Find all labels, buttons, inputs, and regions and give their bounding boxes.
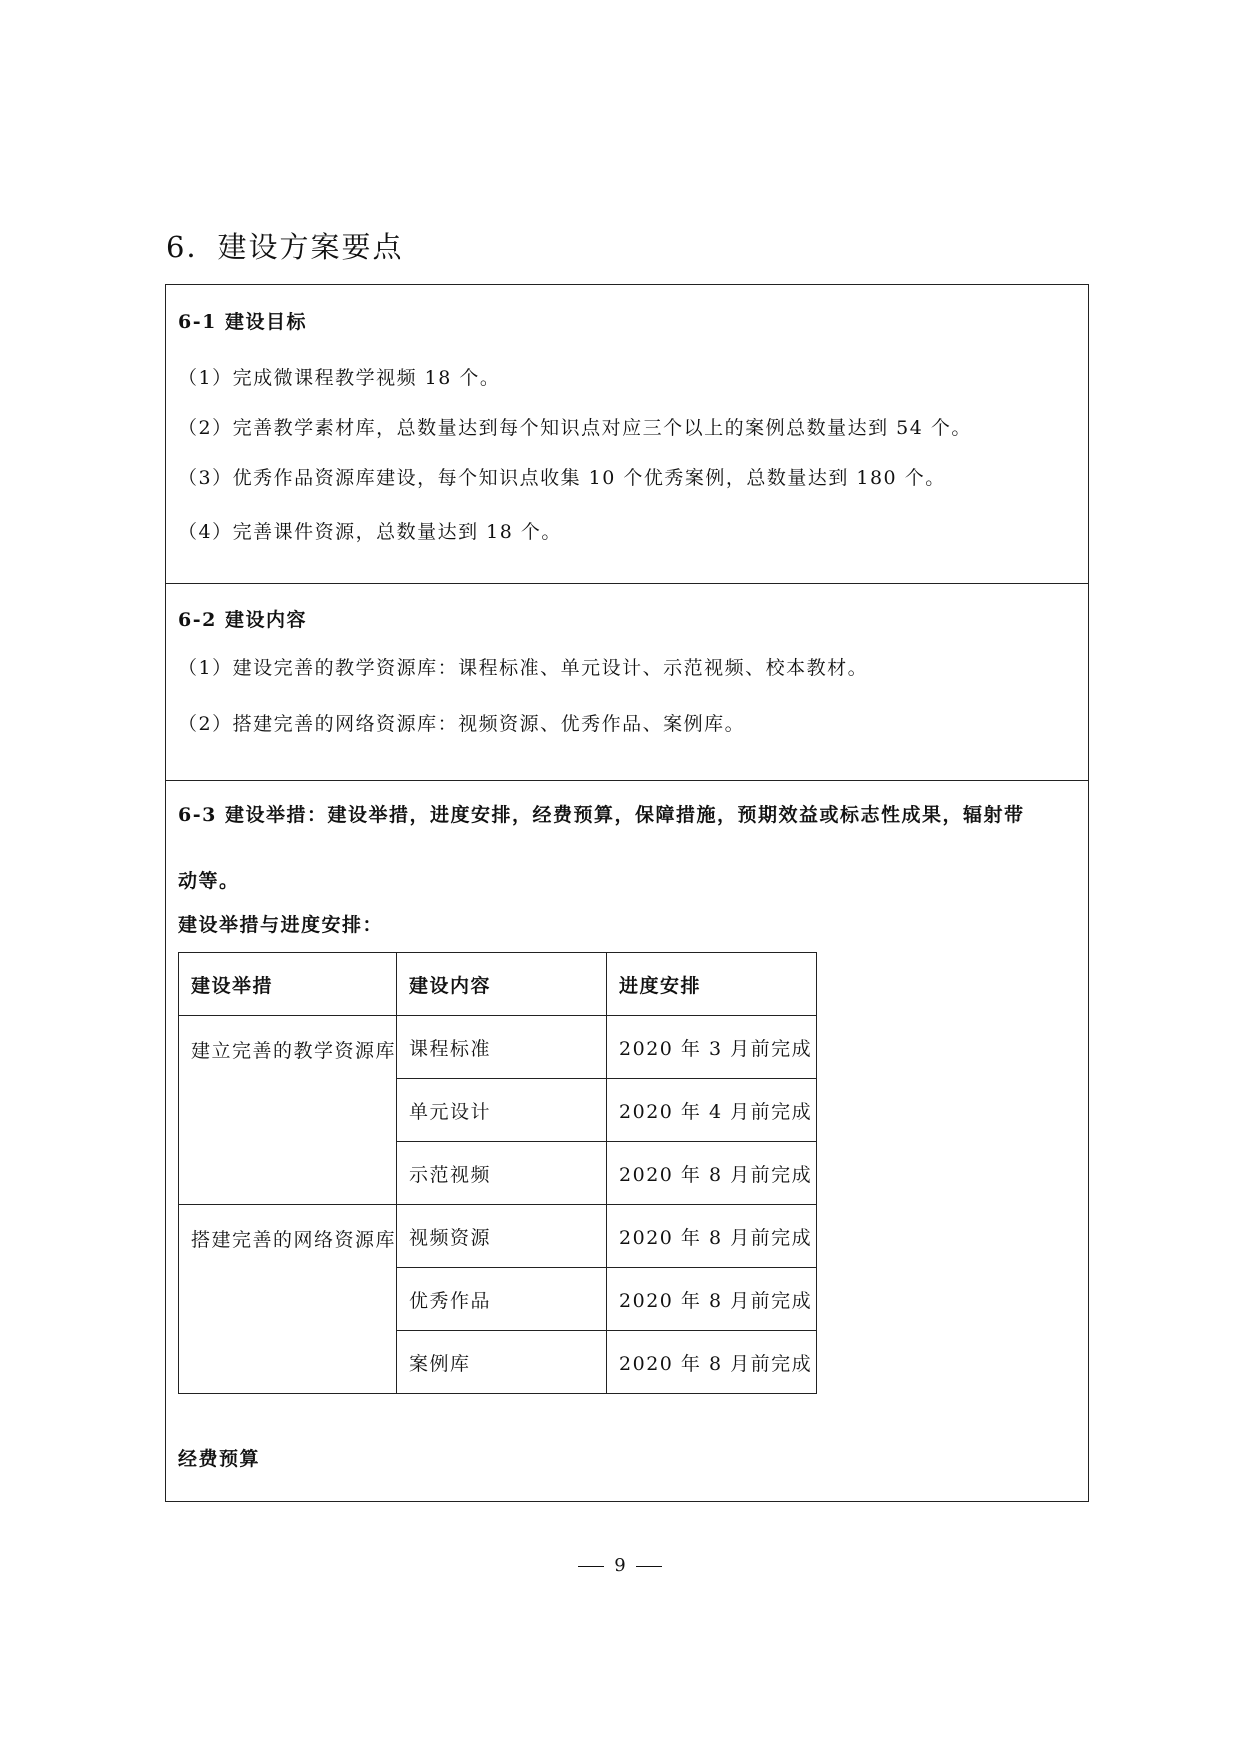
table-header-cell: 建设内容 <box>397 953 607 1016</box>
table-header-cell: 进度安排 <box>607 953 817 1016</box>
goal-item: （1）完成微课程教学视频 18 个。 <box>178 367 501 389</box>
table-header-row <box>179 953 817 1016</box>
goal-item: （3）优秀作品资源库建设，每个知识点收集 10 个优秀案例，总数量达到 180 个。 <box>178 467 946 489</box>
content-title: 6-2 建设内容 <box>178 609 307 631</box>
schedule-subtitle: 建设举措与进度安排： <box>178 914 384 936</box>
table-row <box>179 1016 817 1079</box>
table-header-cell: 建设举措 <box>179 953 397 1016</box>
schedule-cell: 2020 年 8 月前完成 <box>607 1331 817 1394</box>
measures-section <box>166 780 1088 1501</box>
content-cell: 视频资源 <box>397 1205 607 1268</box>
content-item: （2）搭建完善的网络资源库：视频资源、优秀作品、案例库。 <box>178 713 746 735</box>
goals-section <box>166 285 1088 584</box>
schedule-cell: 2020 年 8 月前完成 <box>607 1268 817 1331</box>
goal-item: （2）完善教学素材库，总数量达到每个知识点对应三个以上的案例总数量达到 54 个。 <box>178 417 972 439</box>
page-number: 9 <box>614 1555 626 1576</box>
measures-title-line1: 6-3 建设举措：建设举措，进度安排，经费预算，保障措施，预期效益或标志性成果，辐射带 <box>178 804 1025 826</box>
footer-dash <box>636 1566 662 1567</box>
footer-dash <box>578 1566 604 1567</box>
goals-title: 6-1 建设目标 <box>178 311 307 333</box>
plan-frame <box>165 284 1089 1502</box>
section-heading: 6．建设方案要点 <box>166 230 404 264</box>
measure-cell: 建立完善的教学资源库 <box>179 1016 397 1205</box>
schedule-cell: 2020 年 8 月前完成 <box>607 1205 817 1268</box>
content-cell: 课程标准 <box>397 1016 607 1079</box>
goal-item: （4）完善课件资源，总数量达到 18 个。 <box>178 521 562 543</box>
content-cell: 示范视频 <box>397 1142 607 1205</box>
budget-title: 经费预算 <box>178 1448 261 1470</box>
content-item: （1）建设完善的教学资源库：课程标准、单元设计、示范视频、校本教材。 <box>178 657 869 679</box>
schedule-cell: 2020 年 8 月前完成 <box>607 1142 817 1205</box>
content-cell: 案例库 <box>397 1331 607 1394</box>
measures-title-line2: 动等。 <box>178 870 240 892</box>
schedule-cell: 2020 年 3 月前完成 <box>607 1016 817 1079</box>
measure-cell: 搭建完善的网络资源库 <box>179 1205 397 1394</box>
content-cell: 单元设计 <box>397 1079 607 1142</box>
page-number-footer <box>0 1555 1240 1576</box>
content-section <box>166 583 1088 781</box>
content-cell: 优秀作品 <box>397 1268 607 1331</box>
schedule-table <box>178 952 817 1394</box>
table-row <box>179 1205 817 1268</box>
schedule-cell: 2020 年 4 月前完成 <box>607 1079 817 1142</box>
